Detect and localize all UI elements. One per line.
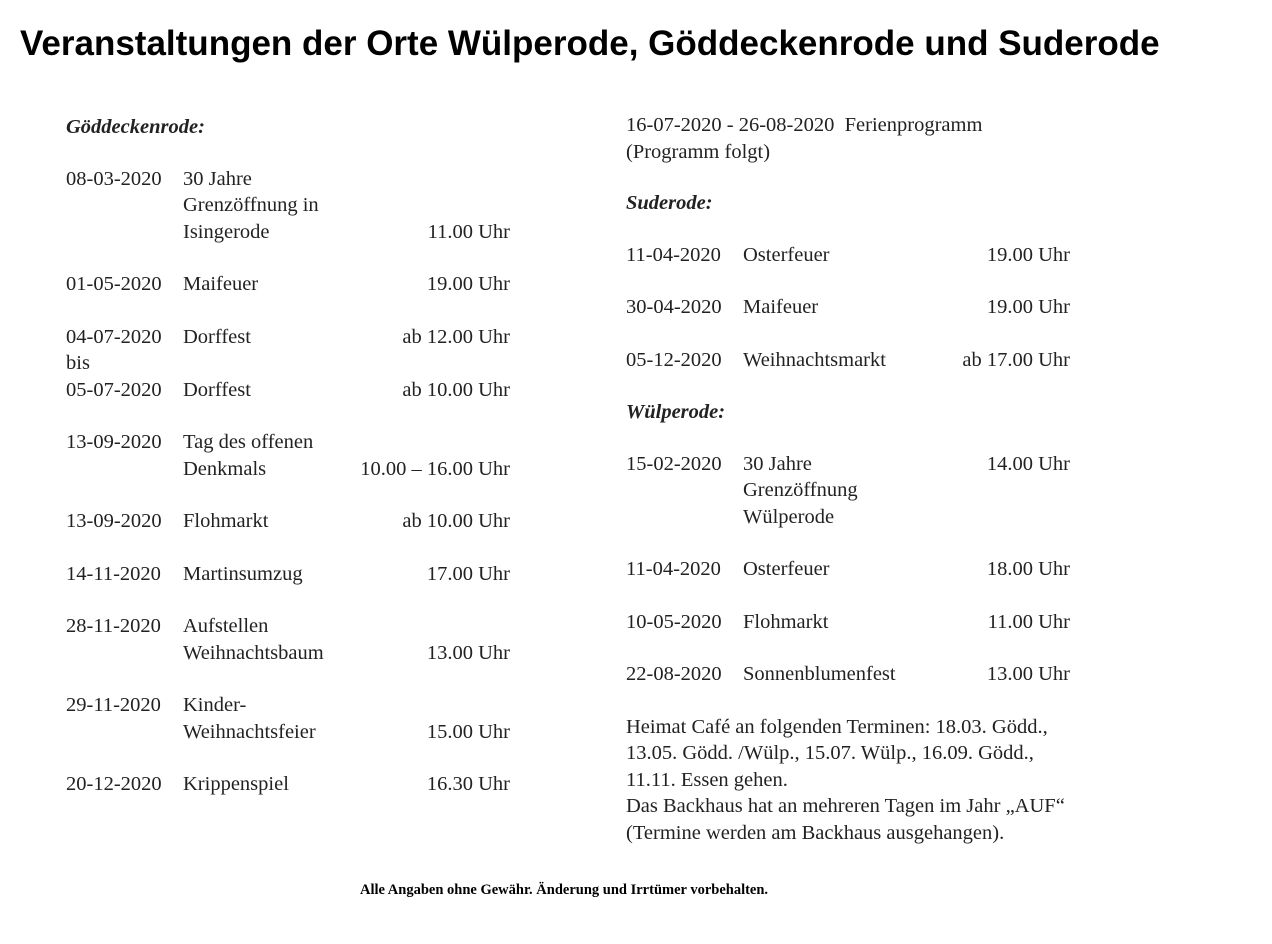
event-name: Osterfeuer [743,243,830,266]
event-row [66,377,510,404]
event-time: 14.00 Uhr [986,452,1070,475]
page-title: Veranstaltungen der Orte Wülperode, Göddeckenrode und Suderode [20,24,1160,63]
event-row [66,613,510,666]
event-time: 13.00 Uhr [426,641,510,664]
event-date: 08-03-2020 [66,167,162,190]
event-date: 10-05-2020 [626,610,722,633]
event-row [626,347,1070,374]
event-time: 18.00 Uhr [986,558,1070,580]
event-row [66,324,510,351]
event-name: Weihnachtsmarkt [743,348,886,371]
event-row [626,609,1070,636]
event-row [66,508,510,535]
event-name: Maifeuer [183,273,259,295]
event-name: 30 Jahre Grenzöffnung Wülperode [743,452,858,528]
event-date: 11-04-2020 [626,558,721,580]
event-name: Flohmarkt [183,510,269,532]
event-row [626,556,1070,583]
goeddeckenrode-column [66,114,516,824]
event-time: 10.00 – 16.00 Uhr [360,457,510,480]
ferien-note: (Programm folgt) [626,140,771,163]
event-date: 05-07-2020 [66,378,162,401]
disclaimer-footer: Alle Angaben ohne Gewähr. Änderung und Irrtümer vorbehalten. [360,882,769,898]
event-time: 13.00 Uhr [986,663,1070,685]
event-name: 30 Jahre Grenzöffnung in Isingerode [183,167,319,243]
event-time: 19.00 Uhr [986,296,1070,318]
ferien-date: 16-07-2020 - 26-08-2020 [626,114,835,136]
event-date: 20-12-2020 [66,773,162,795]
event-row [66,561,510,588]
event-row [626,294,1070,321]
section-heading-suderode: Suderode: [626,192,713,214]
event-name: Martinsumzug [183,562,303,585]
date-range-bis: bis [66,352,90,374]
event-row [66,166,510,246]
event-name: Kinder- Weihnachtsfeier [183,694,316,743]
event-date: 30-04-2020 [626,296,722,318]
event-row [66,771,510,798]
section-heading-goeddeckenrode: Göddeckenrode: [66,116,205,138]
event-name: Dorffest [183,325,251,348]
event-time: 17.00 Uhr [426,562,510,585]
event-date: 13-09-2020 [66,510,162,532]
event-name: Maifeuer [743,296,819,318]
event-time: 15.00 Uhr [426,720,510,743]
event-time: 19.00 Uhr [426,273,510,295]
event-name: Dorffest [183,378,251,401]
event-row [66,271,510,298]
event-time: 16.30 Uhr [426,773,510,795]
event-time: 11.00 Uhr [987,610,1070,633]
event-row [66,692,510,745]
section-heading-wuelperode: Wülperode: [626,401,726,423]
event-row [626,451,1070,531]
event-date: 01-05-2020 [66,273,162,295]
event-date: 14-11-2020 [66,562,161,585]
event-row [626,661,1070,688]
event-name: Osterfeuer [743,558,830,580]
ferienprogramm-block [626,112,1086,165]
event-date: 04-07-2020 [66,325,162,348]
event-name: Tag des offenen Denkmals [183,431,314,480]
event-row [626,242,1070,269]
event-date: 13-09-2020 [66,431,162,453]
right-column [626,112,1086,872]
event-time: 19.00 Uhr [986,243,1070,266]
heimat-cafe-note: Heimat Café an folgenden Terminen: 18.03. Gödd., 13.05. Gödd. /Wülp., 15.07. Wülp., 16.09. Gödd., 11.11. Essen gehen. Das Backhaus hat an mehreren Tagen im Jahr „AUF“ (Termine werden am Backhaus ausgehangen). [626,715,1065,844]
event-row [66,429,510,482]
event-name: Flohmarkt [743,610,829,633]
event-name: Sonnenblumenfest [743,663,896,685]
dorffest-group [66,324,516,404]
event-time: ab 17.00 Uhr [962,348,1070,371]
event-date: 22-08-2020 [626,663,722,685]
event-name: Aufstellen Weihnachtsbaum [183,615,324,664]
event-date: 28-11-2020 [66,615,161,637]
event-time: ab 10.00 Uhr [402,378,510,401]
event-date: 11-04-2020 [626,243,721,266]
event-time: ab 12.00 Uhr [402,325,510,348]
ferien-name: Ferienprogramm [844,114,983,136]
event-time: ab 10.00 Uhr [402,510,510,532]
event-name: Krippenspiel [183,773,289,795]
event-date: 05-12-2020 [626,348,722,371]
event-date: 29-11-2020 [66,694,161,716]
event-time: 11.00 Uhr [427,220,510,243]
event-date: 15-02-2020 [626,452,722,475]
